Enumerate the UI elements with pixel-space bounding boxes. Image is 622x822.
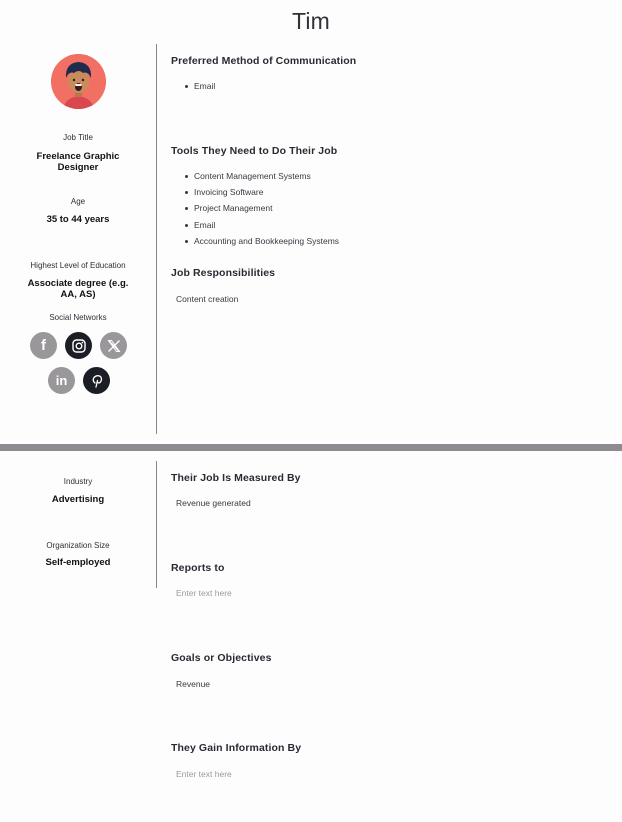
- job-title-value[interactable]: Freelance Graphic Designer: [36, 151, 120, 173]
- column-divider: [156, 461, 157, 588]
- information-heading: They Gain Information By: [171, 742, 302, 754]
- age-value[interactable]: 35 to 44 years: [46, 214, 110, 225]
- facebook-icon: f: [41, 337, 46, 354]
- facebook-button[interactable]: [30, 332, 57, 359]
- organization-size-label: Organization Size: [46, 541, 110, 550]
- linkedin-button[interactable]: [48, 367, 75, 394]
- reports-to-heading: Reports to: [171, 562, 225, 574]
- communication-heading: Preferred Method of Communication: [171, 55, 357, 67]
- person-avatar-icon: [51, 54, 106, 109]
- measured-by-heading: Their Job Is Measured By: [171, 472, 301, 484]
- section-separator: [0, 444, 622, 451]
- persona-name[interactable]: Tim: [291, 8, 331, 34]
- information-field[interactable]: Enter text here: [176, 769, 232, 779]
- instagram-icon: [72, 339, 86, 353]
- industry-value[interactable]: Advertising: [51, 494, 105, 505]
- tools-heading: Tools They Need to Do Their Job: [171, 145, 338, 157]
- organization-size-value[interactable]: Self-employed: [45, 557, 111, 568]
- industry-label: Industry: [63, 477, 93, 486]
- list-item: Project Management: [171, 200, 339, 216]
- education-value[interactable]: Associate degree (e.g. AA, AS): [27, 278, 129, 300]
- age-label: Age: [70, 197, 86, 206]
- instagram-button[interactable]: [65, 332, 92, 359]
- persona-section-1: [0, 44, 622, 434]
- social-networks-label: Social Networks: [49, 313, 107, 322]
- x-button[interactable]: [100, 332, 127, 359]
- x-icon: [107, 339, 121, 353]
- tools-list[interactable]: [171, 168, 339, 249]
- pinterest-icon: [91, 374, 103, 388]
- persona-section-2: [0, 451, 622, 822]
- list-item: Invoicing Software: [171, 184, 339, 200]
- list-item: Accounting and Bookkeeping Systems: [171, 233, 339, 249]
- pinterest-button[interactable]: [83, 367, 110, 394]
- avatar[interactable]: [51, 54, 106, 109]
- goals-value[interactable]: Revenue: [176, 679, 211, 689]
- list-item: Email: [171, 217, 339, 233]
- communication-list[interactable]: [171, 78, 215, 94]
- goals-heading: Goals or Objectives: [171, 652, 272, 664]
- measured-by-value[interactable]: Revenue generated: [176, 498, 251, 508]
- column-divider: [156, 44, 157, 434]
- education-label: Highest Level of Education: [30, 261, 126, 270]
- job-title-label: Job Title: [63, 133, 93, 142]
- linkedin-icon: in: [55, 373, 68, 388]
- list-item: Email: [171, 78, 215, 94]
- responsibilities-heading: Job Responsibilities: [171, 267, 276, 279]
- reports-to-field[interactable]: Enter text here: [176, 588, 232, 598]
- list-item: Content Management Systems: [171, 168, 339, 184]
- responsibilities-value[interactable]: Content creation: [176, 294, 239, 304]
